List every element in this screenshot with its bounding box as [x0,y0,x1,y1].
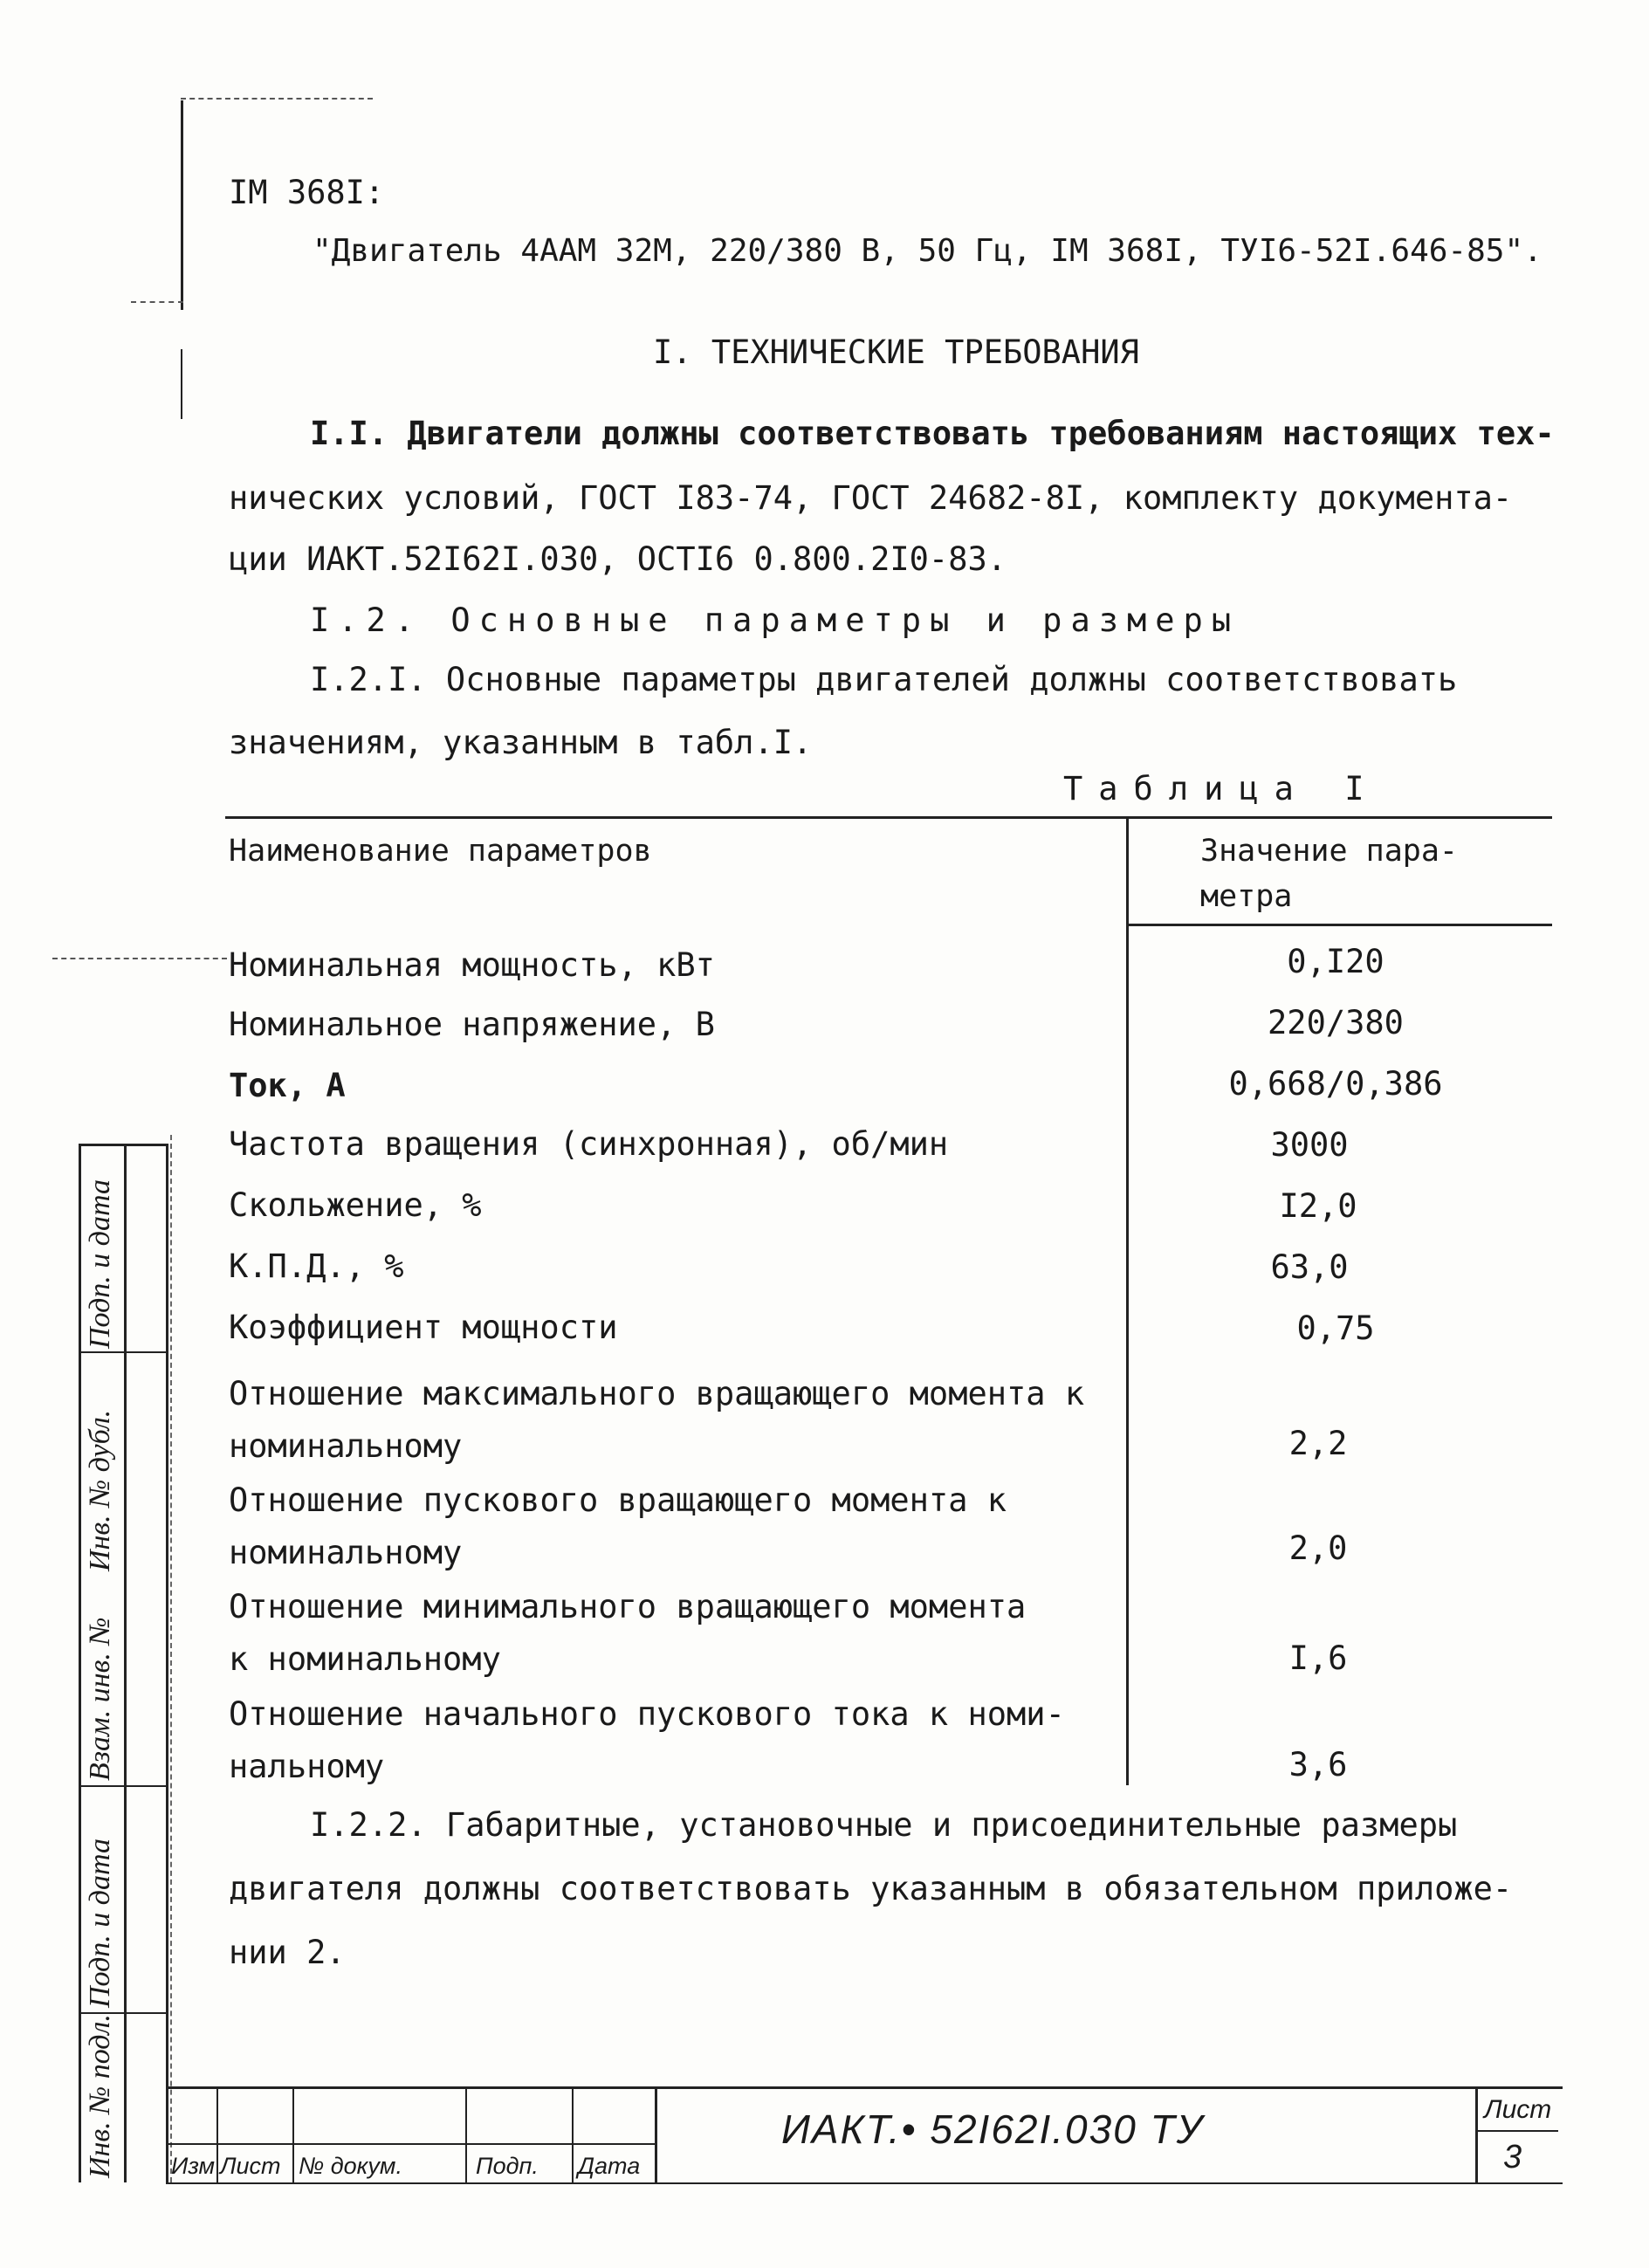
side-label-podp-data-1: Подп. и дата [84,1838,116,2008]
table-row-value: 63,0 [1270,1248,1349,1286]
table-row-value: 2,0 [1288,1529,1348,1567]
table-row-name: Отношение начального пускового тока к номи- [229,1695,1065,1733]
section-title: I. ТЕХНИЧЕСКИЕ ТРЕБОВАНИЯ [653,333,1139,371]
side-strip-right-border [166,1144,168,2182]
stamp-designation: ИАКТ.• 52I62I.030 ТУ [781,2106,1205,2152]
stamp-bottom-rule [166,2182,1563,2184]
table-row-name: номинальному [229,1534,463,1571]
table-column-divider [1126,816,1129,1785]
table-row-name: Отношение пускового вращающего момента к [229,1481,1007,1519]
table-row-value: 3,6 [1288,1746,1348,1783]
left-margin-rule [181,100,183,310]
col1-header: Наименование параметров [229,834,652,869]
stamp-sheet-label: Лист [1484,2095,1552,2124]
table-row-name: Отношение минимального вращающего момента [229,1588,1027,1625]
table-row-name: К.П.Д., % [229,1247,404,1285]
side-strip-mid-border [124,1144,127,2182]
table-row-name: Отношение максимального вращающего момента к [229,1375,1085,1412]
stamp-data: Дата [578,2153,641,2179]
stamp-podp: Подп. [476,2153,539,2179]
stamp-doc: № докум. [299,2153,402,2179]
table-row-name: Номинальное напряжение, В [229,1006,715,1043]
stamp-col-6 [1475,2086,1478,2182]
stamp-col-1 [216,2086,218,2182]
p3-line3: нии 2. [229,1934,346,1971]
p3-line1: I.2.2. Габаритные, установочные и присоединительные размеры [310,1806,1458,1844]
table-caption: Таблица I [1063,770,1380,808]
table-row-value: I2,0 [1279,1187,1357,1225]
side-strip-dash [170,1135,172,2182]
p1-line1: I.I. Двигатели должны соответствовать требованиям настоящих тех- [310,415,1555,452]
col2-header-line2: метра [1200,879,1293,914]
table-top-rule [225,816,1552,819]
side-strip-top [79,1144,166,1146]
side-label-vzam-inv: Взам. инв. № [84,1617,116,1781]
table-row-value: 3000 [1270,1126,1349,1164]
p1-line3: ции ИАКТ.52I62I.030, ОСТI6 0.800.2I0-83. [229,540,1007,578]
table-row-value: 2,2 [1288,1425,1348,1462]
table-row-name: Ток, А [229,1067,346,1104]
table-row-value: 0,I20 [1287,943,1384,980]
stamp-izm: Изм [171,2153,216,2179]
side-label-inv-podl: Инв. № подл. [84,2014,116,2178]
table-row-name: Номинальная мощность, кВт [229,946,715,984]
table-row-name: номинальному [229,1427,463,1465]
side-strip-sep2 [79,1785,166,1787]
header-line1: IM 368I: [229,174,385,211]
table-row-name: к номинальному [229,1640,501,1678]
col2-header-line1: Значение пара- [1200,834,1459,869]
header-line2: "Двигатель 4AAM 32M, 220/380 В, 50 Гц, IM 368I, ТУI6-52I.646-85". [313,233,1543,269]
p1-line2: нических условий, ГОСТ I83-74, ГОСТ 24682-8I, комплекту документа- [229,479,1513,517]
left-dash [131,301,183,303]
stamp-col-5 [655,2086,657,2182]
p3-line2: двигателя должны соответствовать указанным в обязательном приложе- [229,1870,1513,1907]
table-row-name: Скольжение, % [229,1186,482,1224]
top-dash [181,98,373,100]
side-strip-sep1 [79,1351,166,1353]
table-row-value: 220/380 [1268,1004,1404,1041]
table-header-dash [52,958,227,959]
stamp-sheet-rule [1475,2130,1558,2132]
side-label-inv-dubl: Инв. № дубл. [84,1409,116,1571]
table-row-value: I,6 [1288,1639,1348,1677]
left-margin-rule-2 [181,349,182,419]
subheading: I.2. Основные параметры и размеры [310,601,1240,639]
side-label-podp-data-2: Подп. и дата [84,1179,116,1349]
p2-line2: значениям, указанным в табл.I. [229,724,813,761]
table-row-value: 0,668/0,386 [1228,1065,1443,1103]
table-header-rule [1126,924,1552,926]
stamp-list: Лист [220,2153,281,2179]
stamp-col-3 [465,2086,467,2182]
stamp-sheet-number: 3 [1503,2139,1522,2175]
table-row-value: 0,75 [1296,1309,1375,1347]
stamp-mid-rule [166,2143,655,2145]
stamp-top-rule [166,2086,1563,2089]
p2-line1: I.2.I. Основные параметры двигателей должны соответствовать [310,661,1458,698]
table-row-name: Коэффициент мощности [229,1309,618,1346]
side-strip-left-border [79,1144,81,2182]
stamp-col-4 [572,2086,574,2182]
table-row-name: Частота вращения (синхронная), об/мин [229,1125,949,1163]
table-row-name: нальному [229,1748,385,1785]
stamp-col-2 [292,2086,294,2182]
